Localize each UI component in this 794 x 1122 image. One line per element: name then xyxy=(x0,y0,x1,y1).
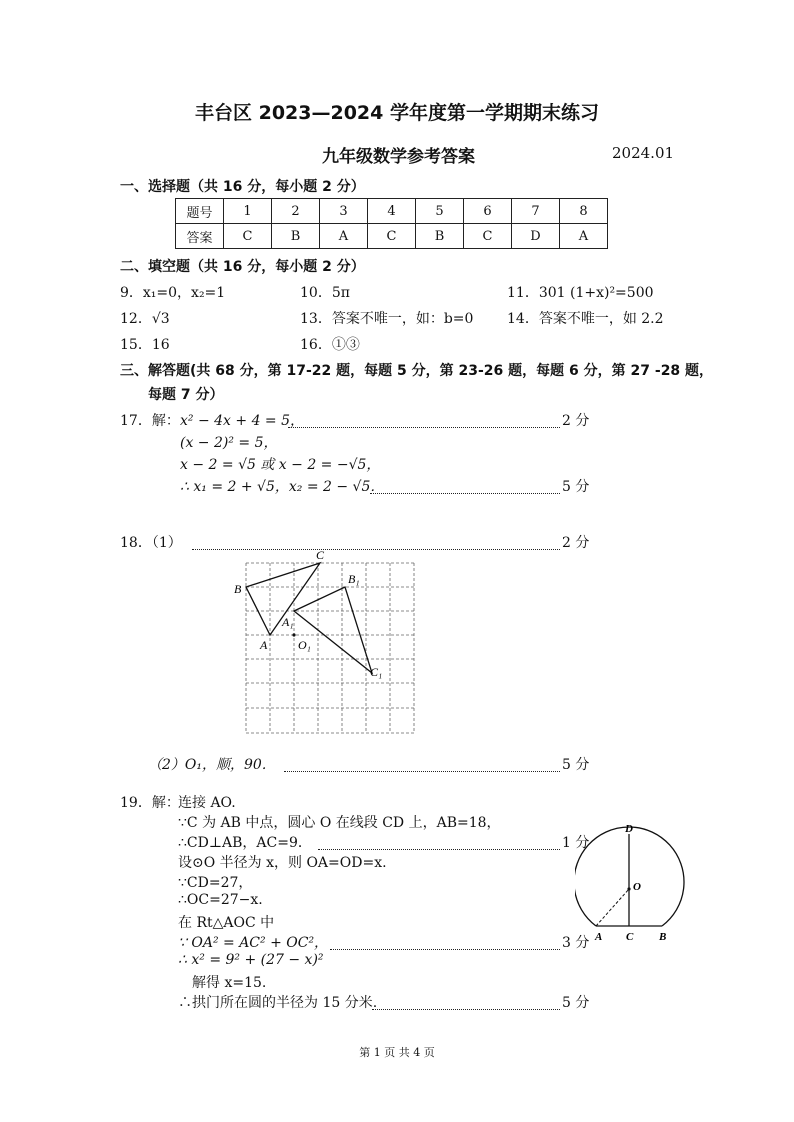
q19-score2: 3 分 xyxy=(562,935,590,951)
answer-q10: 10．5π xyxy=(300,285,350,301)
page-subtitle: 九年级数学参考答案 xyxy=(322,147,475,167)
page-footer: 第 1 页 共 4 页 xyxy=(359,1046,435,1059)
answer-q11: 11．301 (1+x)²=500 xyxy=(507,285,654,301)
label-o: O xyxy=(633,881,641,893)
table-cell: A xyxy=(560,224,608,249)
q17-step2: (x − 2)² = 5， xyxy=(180,435,278,451)
table-row xyxy=(176,224,608,249)
answer-q15: 15．16 xyxy=(120,337,170,353)
table-cell: 8 xyxy=(560,199,608,224)
table-cell: 5 xyxy=(416,199,464,224)
table-cell: C xyxy=(464,224,512,249)
section1-title: 一、选择题（共 16 分，每小题 2 分） xyxy=(120,179,365,195)
table-cell: 2 xyxy=(272,199,320,224)
point-o1 xyxy=(292,633,295,636)
section3-title-line1: 三、解答题(共 68 分，第 17-22 题，每题 5 分，第 23-26 题，每题 6 分，第 27 -28 题， xyxy=(120,363,714,379)
grid-lines xyxy=(246,563,414,733)
label-b: B xyxy=(234,582,242,596)
q19-step2: ∵C 为 AB 中点，圆心 O 在线段 CD 上，AB=18， xyxy=(178,815,501,831)
page-title: 丰台区 2023—2024 学年度第一学期期末练习 xyxy=(195,102,599,124)
answer-q9: 9．x₁=0，x₂=1 xyxy=(120,285,226,301)
q18-score1: 2 分 xyxy=(562,535,590,551)
label-d: D xyxy=(625,823,633,835)
q19-step6: ∴OC=27−x. xyxy=(178,892,263,908)
q19-step1: 连接 AO. xyxy=(178,795,236,811)
q19-label: 19．解： xyxy=(120,795,180,811)
answer-q12-number: 12． xyxy=(120,311,152,327)
label-b1: B₁ xyxy=(348,572,360,586)
q18-part2: （2）O₁，顺，90． xyxy=(148,757,276,773)
section3-title-line2: 每题 7 分） xyxy=(148,387,224,403)
table-cell: A xyxy=(320,224,368,249)
answer-q14: 14．答案不唯一，如 2.2 xyxy=(507,311,664,327)
table-cell: C xyxy=(224,224,272,249)
label-c1: C₁ xyxy=(370,665,383,679)
q19-step4: 设⊙O 半径为 x，则 OA=OD=x. xyxy=(178,855,387,871)
q17-score1: 2 分 xyxy=(562,413,590,429)
score-leader xyxy=(372,1001,560,1017)
q17-score2: 5 分 xyxy=(562,479,590,495)
q19-step7: 在 Rt△AOC 中 xyxy=(178,915,275,931)
score-leader xyxy=(370,485,560,501)
q19-score3: 5 分 xyxy=(562,995,590,1011)
q19-step11: ∴拱门所在圆的半径为 15 分米. xyxy=(178,995,378,1011)
answer-table xyxy=(175,198,608,249)
table-cell: D xyxy=(512,224,560,249)
q19-step5: ∵CD=27， xyxy=(178,875,253,891)
score-leader xyxy=(288,419,560,435)
label-c: C xyxy=(626,931,634,943)
label-b: B xyxy=(659,931,667,943)
table-row xyxy=(176,199,608,224)
table-cell: 6 xyxy=(464,199,512,224)
q19-step10: 解得 x=15. xyxy=(192,975,267,991)
label-c: C xyxy=(316,548,325,562)
point-o xyxy=(627,887,630,890)
q17-step3: x − 2 = √5 或 x − 2 = −√5， xyxy=(180,457,381,473)
section2-title: 二、填空题（共 16 分，每小题 2 分） xyxy=(120,259,365,275)
label-a: A xyxy=(595,931,603,943)
answer-q12 xyxy=(120,308,170,328)
score-leader xyxy=(284,763,560,779)
q19-score1: 1 分 xyxy=(562,835,590,851)
table-cell: C xyxy=(368,224,416,249)
table-cell: 7 xyxy=(512,199,560,224)
q19-step9: ∴ x² = 9² + (27 − x)² xyxy=(178,952,324,968)
segment-ao xyxy=(596,889,629,926)
doc-date: 2024.01 xyxy=(612,144,675,162)
q17-step4: ∴ x₁ = 2 + √5，x₂ = 2 − √5． xyxy=(180,479,385,495)
q19-step8: ∵ OA² = AC² + OC²， xyxy=(178,935,329,951)
table-cell: 题号 xyxy=(176,199,224,224)
answer-q16: 16．①③ xyxy=(300,337,360,353)
q17-label: 17．解： xyxy=(120,413,180,429)
grid-figure xyxy=(228,548,428,738)
triangle-a1b1c1 xyxy=(294,587,372,673)
label-a1: A₁ xyxy=(282,615,294,629)
table-cell: B xyxy=(416,224,464,249)
table-cell: 4 xyxy=(368,199,416,224)
table-cell: 1 xyxy=(224,199,272,224)
q19-step3: ∴CD⊥AB，AC=9． xyxy=(178,835,312,851)
q18-label: 18．（1） xyxy=(120,535,182,551)
label-o1: O₁ xyxy=(298,638,311,652)
table-cell: B xyxy=(272,224,320,249)
arch-figure xyxy=(575,820,687,946)
answer-q12-value: √3 xyxy=(151,311,170,327)
score-leader xyxy=(330,941,560,957)
q18-score2: 5 分 xyxy=(562,757,590,773)
table-cell: 答案 xyxy=(176,224,224,249)
q17-step1: x² − 4x + 4 = 5， xyxy=(180,413,305,429)
answer-q13: 13．答案不唯一，如：b=0 xyxy=(300,311,474,327)
label-a: A xyxy=(260,638,268,652)
table-cell: 3 xyxy=(320,199,368,224)
